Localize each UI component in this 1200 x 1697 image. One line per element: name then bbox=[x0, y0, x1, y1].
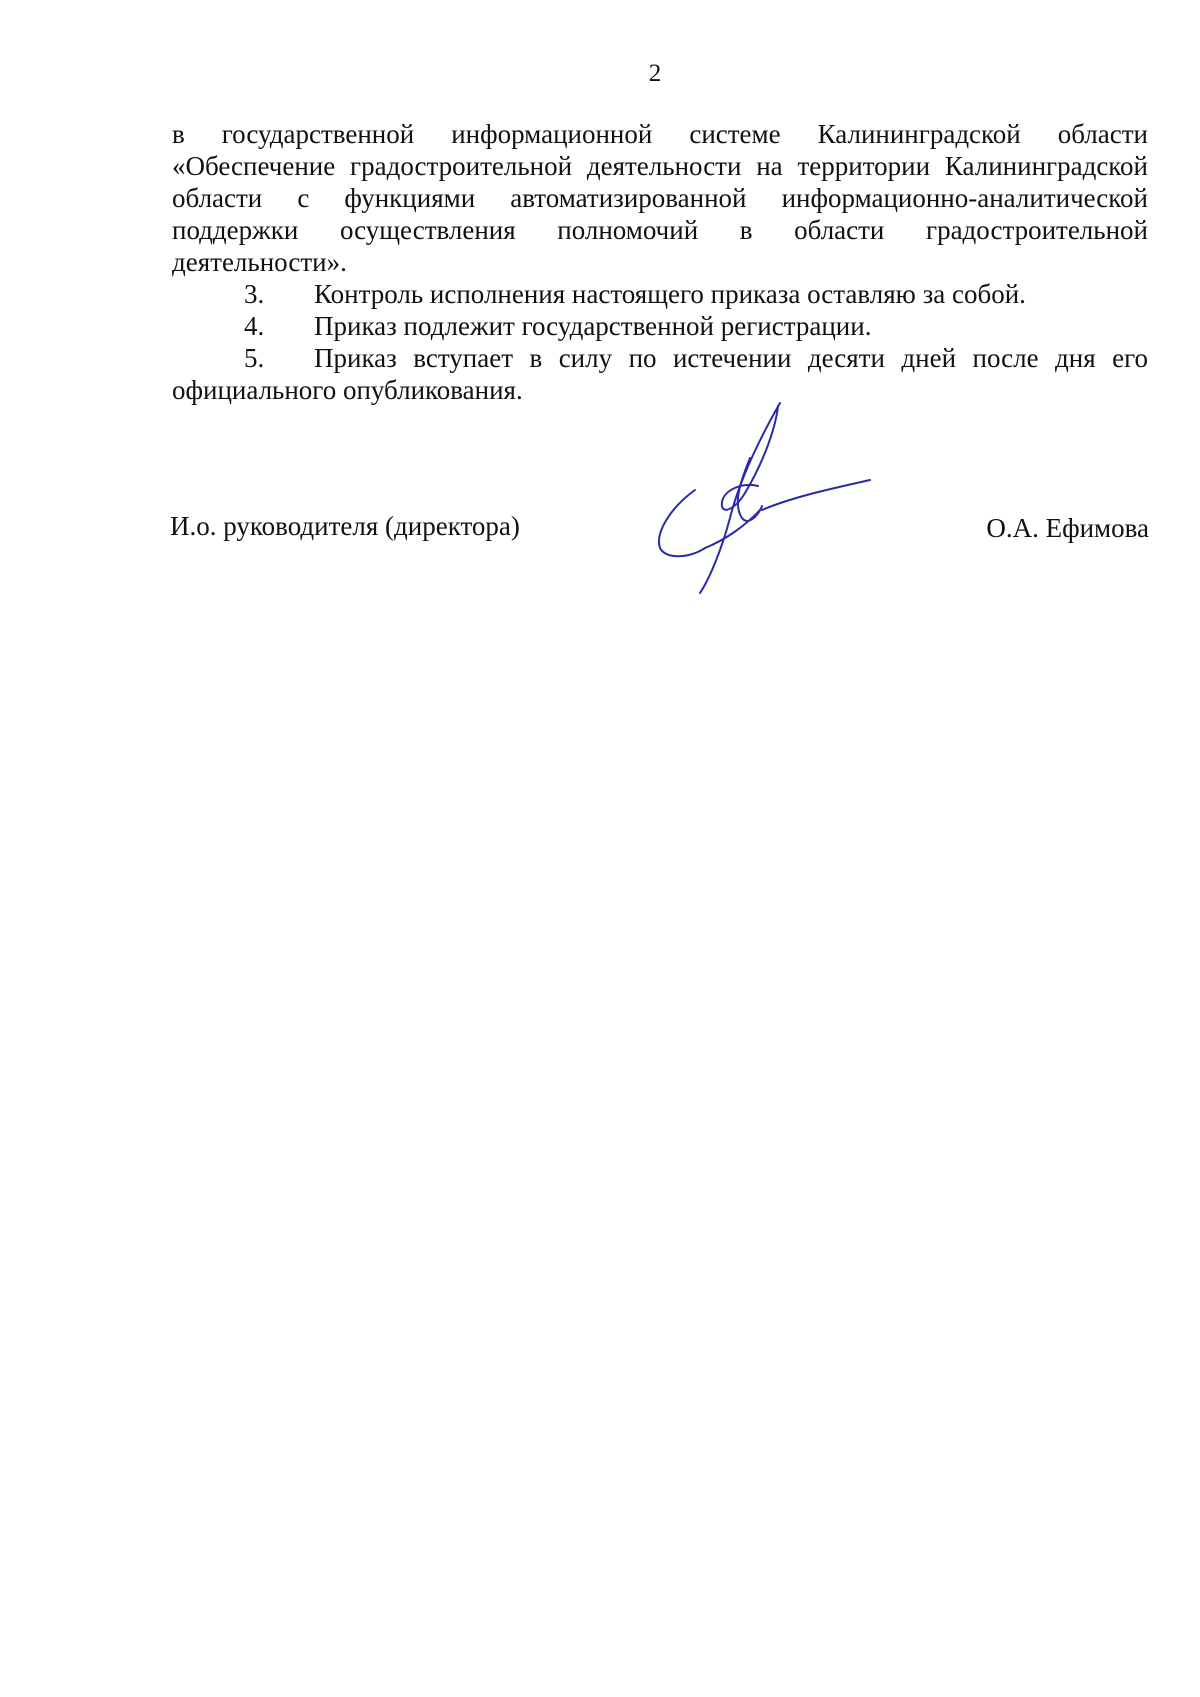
item-text: Приказ вступает в силу по истечении десяти дней после дня его официального опубликования. bbox=[172, 343, 1148, 405]
signatory-position: И.о. руководителя (директора) bbox=[170, 511, 520, 541]
item-number: 5. bbox=[244, 343, 265, 373]
page-number: 2 bbox=[648, 60, 662, 87]
signatory-name: О.А. Ефимова bbox=[986, 513, 1149, 543]
item-text: Приказ подлежит государственной регистрации. bbox=[314, 311, 872, 341]
signature-stroke bbox=[762, 480, 870, 510]
signature-block bbox=[0, 510, 1200, 630]
continuation-paragraph: в государственной информационной системе Калининградской области «Обеспечение градостроительной деятельности на территории Калининградской области с функциями автоматизированной информационно-аналитической поддержки осуществления полномочий в области градостроительной деятельности». bbox=[172, 119, 1148, 277]
signature-stroke bbox=[700, 403, 780, 593]
item-text: Контроль исполнения настоящего приказа оставляю за собой. bbox=[314, 279, 1026, 309]
signature-stroke bbox=[705, 510, 760, 548]
handwritten-signature bbox=[650, 398, 890, 598]
item-number: 4. bbox=[244, 311, 265, 341]
signature-stroke bbox=[659, 490, 705, 556]
numbered-item-5 bbox=[172, 342, 1148, 406]
numbered-item-4 bbox=[172, 310, 1148, 342]
document-body bbox=[172, 118, 1148, 406]
item-number: 3. bbox=[244, 279, 265, 309]
numbered-item-3 bbox=[172, 278, 1148, 310]
